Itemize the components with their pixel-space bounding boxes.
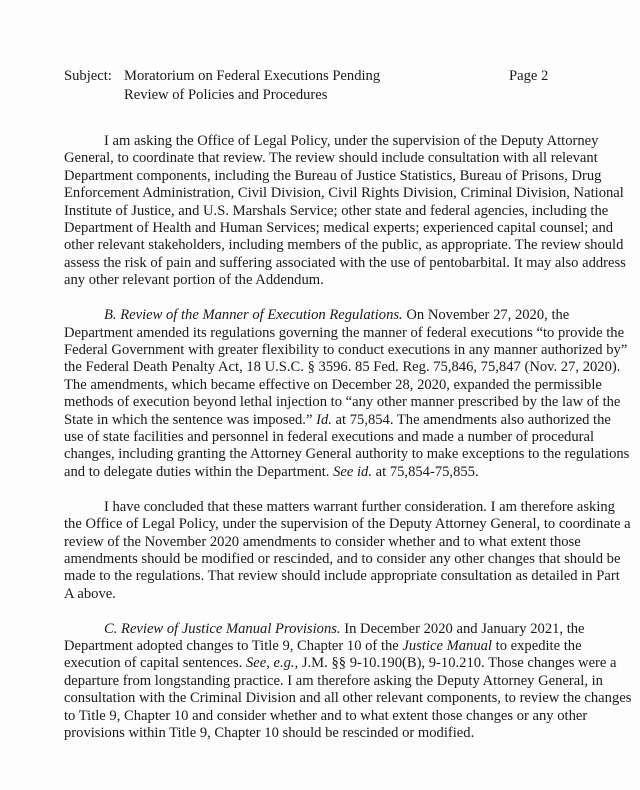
text-line: to Title 9, Chapter 10 and consider whether and to what extent those changes or any other [64,707,588,724]
text-line: review of the November 2020 amendments to consider whether and to what extent those [64,533,581,550]
text-line: I have concluded that these matters warrant further consideration. I am therefore asking [104,498,615,515]
text-line [64,464,584,481]
text-line: provisions within Title 9, Chapter 10 should be rescinded or modified. [64,725,475,742]
text-run: to expedite the [492,638,582,655]
text-line: methods of execution beyond lethal injection to “any other manner prescribed by the law of the [64,394,621,411]
text-line: any other relevant portion of the Addendum. [64,272,324,289]
text-run: , J.M. §§ 9-10.190(B), 9-10.210. Those changes were a [294,655,617,672]
text-run: and to delegate duties within the Department. [64,463,334,480]
text-line: Institute of Justice, and U.S. Marshals Service; other state and federal agencies, including the [64,202,609,219]
text-line: A above. [64,585,116,602]
text-line: General, to coordinate that review. The review should include consultation with all relevant [64,150,598,167]
memo-body [64,133,632,760]
text-run: execution of capital sentences. [64,655,246,672]
text-run: Department adopted changes to Title 9, Chapter 10 of the [64,638,403,655]
page-number: Page 2 [509,68,549,84]
text-line: other relevant stakeholders, including members of the public, as appropriate. The review should [64,237,624,254]
text-run: On November 27, 2020, the [402,307,570,324]
paragraph-section-c [64,620,632,743]
text-line [64,655,617,672]
text-line: Department components, including the Bureau of Justice Statistics, Bureau of Prisons, Drug [64,167,602,184]
citation-see-eg: See, e.g. [245,655,295,672]
text-line [64,638,584,655]
text-line: I am asking the Office of Legal Policy, under the supervision of the Deputy Attorney [104,133,599,149]
text-line: amendments should be modified or rescinded, and to consider any other changes that should be [64,550,621,567]
text-run: State in which the sentence was imposed.” [64,411,317,428]
paragraph-section-b [64,307,630,481]
section-b-heading: B. Review of the Manner of Execution Regulations. [104,307,403,324]
text-line: Enforcement Administration, Civil Division, Civil Rights Division, Criminal Division, National [64,185,624,202]
justice-manual-title: Justice Manual [402,638,492,655]
text-run: at 75,854-75,855. [372,463,479,480]
citation-see-id: See id. [333,463,372,480]
text-line: Department of Health and Human Services; medical experts; experienced capital counsel; and [64,220,614,237]
text-line [64,307,584,324]
text-line: The amendments, which became effective on December 28, 2020, expanded the permissible [64,376,602,393]
text-line: the Federal Death Penalty Act, 18 U.S.C. § 3596. 85 Fed. Reg. 75,846, 75,847 (Nov. 27, 2020). [64,359,621,376]
text-line: changes, including granting the Attorney General authority to make exceptions to the regulations [64,446,630,463]
text-line: the Office of Legal Policy, under the supervision of the Deputy Attorney General, to coordinate a [64,516,631,533]
text-run: In December 2020 and January 2021, the [340,620,585,637]
text-line: Department amended its regulations governing the manner of federal executions “to provide the [64,324,625,341]
paragraph-conclusion [64,498,631,603]
text-run: at 75,854. The amendments also authorized the [331,411,611,428]
text-line [64,621,584,638]
subject-line-1: Moratorium on Federal Executions Pending [124,68,381,84]
paragraph-olp-review [64,133,626,290]
text-line: Federal Government with greater flexibility to conduct executions in any manner authorized by” [64,341,628,358]
citation-id: Id. [316,411,332,428]
text-line: departure from longstanding practice. I am therefore asking the Deputy Attorney General, in [64,672,603,689]
subject-label: Subject: [64,68,112,84]
text-line: consultation with the Criminal Division and all other relevant components, to review the changes [64,690,632,707]
text-line [64,411,611,429]
subject-text [124,67,380,105]
text-line: assess the risk of pain and suffering associated with the use of pentobarbital. It may also address [64,254,626,271]
text-line: use of state facilities and personnel in federal executions and made a number of procedural [64,429,595,445]
section-c-heading: C. Review of Justice Manual Provisions. [104,620,341,637]
subject-line-2: Review of Policies and Procedures [124,87,328,103]
text-line: made to the regulations. That review should include appropriate consultation as detailed in Part [64,568,620,585]
